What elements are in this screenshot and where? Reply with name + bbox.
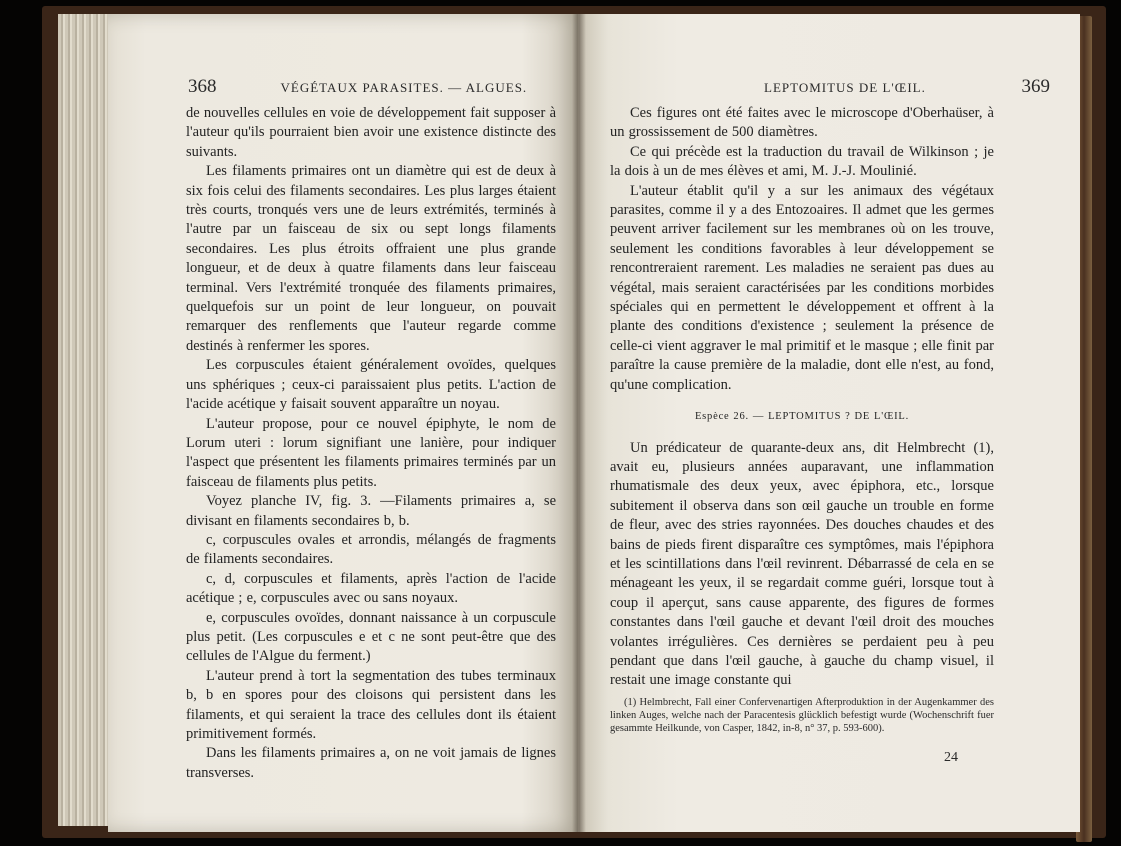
book-gutter bbox=[572, 14, 586, 832]
right-page-number: 369 bbox=[1021, 76, 1050, 97]
right-paragraph: Ces figures ont été faites avec le microscope d'Oberhaüser, à un grossissement de 500 diamètres. bbox=[610, 105, 994, 141]
left-paragraph: c, corpuscules ovales et arrondis, mélangés de fragments de filaments secondaires. bbox=[186, 531, 556, 568]
left-paragraph: L'auteur prend à tort la segmentation des tubes terminaux b, b en spores pour des cloisons qui persistent dans les filaments, et qui seraient la trace des cellules dont ils étaient primitivement formés. bbox=[186, 667, 556, 742]
right-page bbox=[578, 14, 1080, 832]
signature-mark: 24 bbox=[944, 750, 958, 765]
left-paragraph: e, corpuscules ovoïdes, donnant naissance à un corpuscule plus petit. (Les corpuscules e et c ne sont peut-être que des cellules de l'Algue du ferment.) bbox=[186, 609, 556, 665]
left-paragraph: Dans les filaments primaires a, on ne voit jamais de lignes transverses. bbox=[186, 745, 556, 781]
left-page bbox=[108, 14, 578, 832]
left-paragraph: c, d, corpuscules et filaments, après l'action de l'acide acétique ; e, corpuscules avec ou sans noyaux. bbox=[186, 570, 556, 607]
left-paragraph: de nouvelles cellules en voie de développement fait supposer à l'auteur qu'ils pourraient bien avoir une existence distincte des suivants. bbox=[186, 105, 556, 160]
footnote bbox=[610, 696, 994, 735]
left-paragraph: L'auteur propose, pour ce nouvel épiphyte, le nom de Lorum uteri : lorum signifiant une lanière, pour indiquer l'aspect que présentent les filaments primaires terminés par un faisceau de filaments plus petits. bbox=[186, 415, 556, 490]
right-paragraph: L'auteur établit qu'il y a sur les animaux des végétaux parasites, comme il y a des Entozoaires. Il admet que les germes peuvent arriver facilement sur les membranes où on les trouve, seulement les conditions favorables à leur développement se rencontreraient rarement. Les maladies ne seraient pas dues au végétal, mais seraient caractérisées par les conditions morbides spéciales qui en permettent le développement et offrent à la plante des conditions d'existence ; seulement la présence de celle-ci vient aggraver le mal primitif et le masque ; elle finit par paraître la cause première de la maladie, dont elle n'est, au fond, qu'une complication. bbox=[610, 182, 994, 393]
section-heading: Espèce 26. — LEPTOMITUS ? DE L'ŒIL. bbox=[694, 411, 910, 423]
footnote-text: (1) Helmbrecht, Fall einer Confervenartigen Afterproduktion in der Augenkammer des linken Auges, welche nach der Paracentesis glücklich befestigt wurde (Wochenschrift fuer gesammte Heilkunde, von Casper, 1842, in-8, n° 37, p. 593-600). bbox=[610, 697, 994, 734]
left-paragraph: Les corpuscules étaient généralement ovoïdes, quelques uns sphériques ; ceux-ci paraissaient plus petits. L'action de l'acide acétique y faisait souvent apparaître un noyau. bbox=[186, 357, 556, 413]
left-running-head bbox=[188, 76, 558, 100]
right-running-head bbox=[610, 76, 1050, 100]
right-paragraph: Ce qui précède est la traduction du travail de Wilkinson ; je la dois à un de mes élèves et ami, M. J.-J. Moulinié. bbox=[610, 143, 994, 180]
left-paragraph: Les filaments primaires ont un diamètre qui est de deux à six fois celui des filaments secondaires. Les plus larges étaient très courts, tronqués vers une de leurs extrémités, terminés à l'autre par un faisceau de six ou sept longs filaments secondaires. Les plus étroits offraient une plus grande longueur, et de deux à quatre filaments dans leur faisceau terminal. Vers l'extrémité tronquée des filaments primaires, quelquefois sur un point de leur longueur, on pouvait remarquer des renflements que l'auteur regarde comme destinés à renfermer les spores. bbox=[186, 163, 556, 354]
right-paragraph: Un prédicateur de quarante-deux ans, dit Helmbrecht (1), avait eu, plusieurs années auparavant, une inflammation rhumatismale des deux yeux, avec épiphora, etc., lorsque subitement il observa dans son œil gauche un trouble en forme de fleur, avec des stries rayonnées. Des douches chaudes et des bains de pieds firent disparaître ces symptômes, mais l'épiphora et les scintillations dans l'œil revinrent. Débarrassé de cela en se ménageant les yeux, il se regardait comme guéri, lorsque tout à coup il aperçut, sans cause apparente, des figures de formes constantes dans l'œil gauche et devant l'œil droit des mouches volantes irrégulières. Ces dernières se perdaient peu à peu pendant que dans l'œil gauche, à gauche du champ visuel, il restait une image constante qui bbox=[610, 439, 994, 689]
right-running-title: LEPTOMITUS DE L'ŒIL. bbox=[764, 80, 926, 95]
right-page-body bbox=[610, 104, 994, 691]
left-page-body bbox=[186, 104, 556, 783]
left-paragraph: Voyez planche IV, fig. 3. —Filaments primaires a, se divisant en filaments secondaires b, b. bbox=[186, 493, 556, 529]
left-running-title: VÉGÉTAUX PARASITES. — ALGUES. bbox=[280, 80, 528, 95]
left-page-number: 368 bbox=[188, 76, 217, 97]
